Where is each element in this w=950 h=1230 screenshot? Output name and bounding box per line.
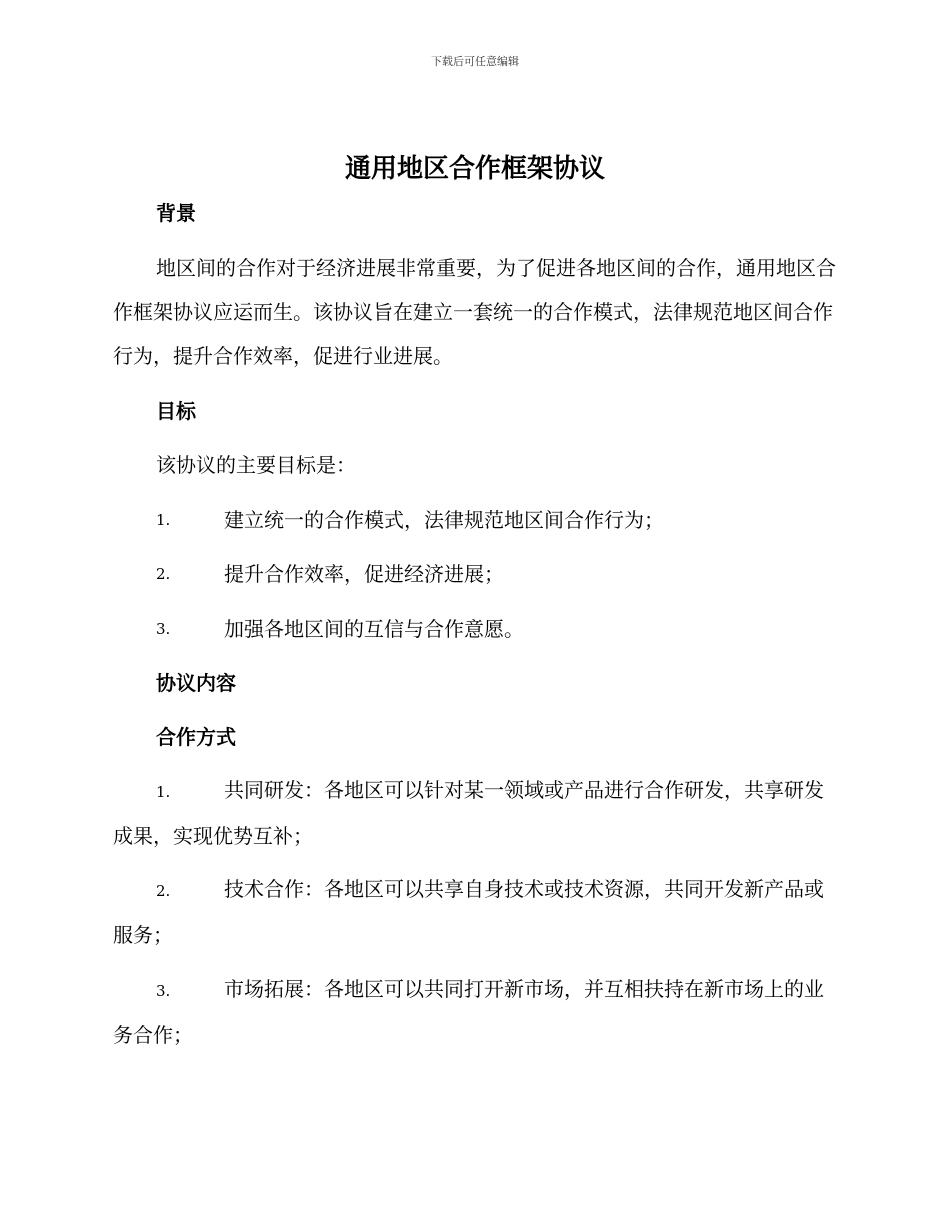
list-item-text: 市场拓展：各地区可以共同打开新市场，并互相扶持在新市场上的业务合作； bbox=[113, 977, 824, 1047]
goals-intro: 该协议的主要目标是： bbox=[156, 453, 356, 477]
section-heading-goals: 目标 bbox=[156, 399, 196, 423]
list-item-text: 共同研发：各地区可以针对某一领域或产品进行合作研发，共享研发成果，实现优势互补； bbox=[113, 778, 824, 848]
list-item-number: 2. bbox=[156, 882, 171, 900]
list-item-number: 1. bbox=[156, 511, 171, 529]
section-heading-background: 背景 bbox=[156, 201, 196, 225]
methods-list-item bbox=[113, 768, 837, 858]
page-header-note: 下载后可任意编辑 bbox=[431, 55, 519, 68]
list-item-number: 3. bbox=[156, 982, 171, 1000]
section-heading-content: 协议内容 bbox=[156, 671, 236, 695]
section-heading-methods: 合作方式 bbox=[156, 725, 236, 749]
document-title: 通用地区合作框架协议 bbox=[344, 154, 605, 184]
list-item-text: 建立统一的合作模式，法律规范地区间合作行为； bbox=[224, 508, 664, 532]
methods-list-item bbox=[113, 967, 837, 1057]
list-item-number: 2. bbox=[156, 565, 171, 583]
background-paragraph: 地区间的合作对于经济进展非常重要，为了促进各地区间的合作，通用地区合作框架协议应运而生。该协议旨在建立一套统一的合作模式，法律规范地区间合作行为，提升合作效率，促进行业进展。 bbox=[113, 256, 836, 368]
list-item-text: 技术合作：各地区可以共享自身技术或技术资源，共同开发新产品或服务； bbox=[113, 877, 824, 947]
list-item-number: 1. bbox=[156, 783, 171, 801]
list-item-number: 3. bbox=[156, 620, 171, 638]
list-item-text: 提升合作效率，促进经济进展； bbox=[224, 562, 504, 586]
list-item-text: 加强各地区间的互信与合作意愿。 bbox=[224, 617, 524, 641]
methods-list-item bbox=[113, 867, 837, 957]
